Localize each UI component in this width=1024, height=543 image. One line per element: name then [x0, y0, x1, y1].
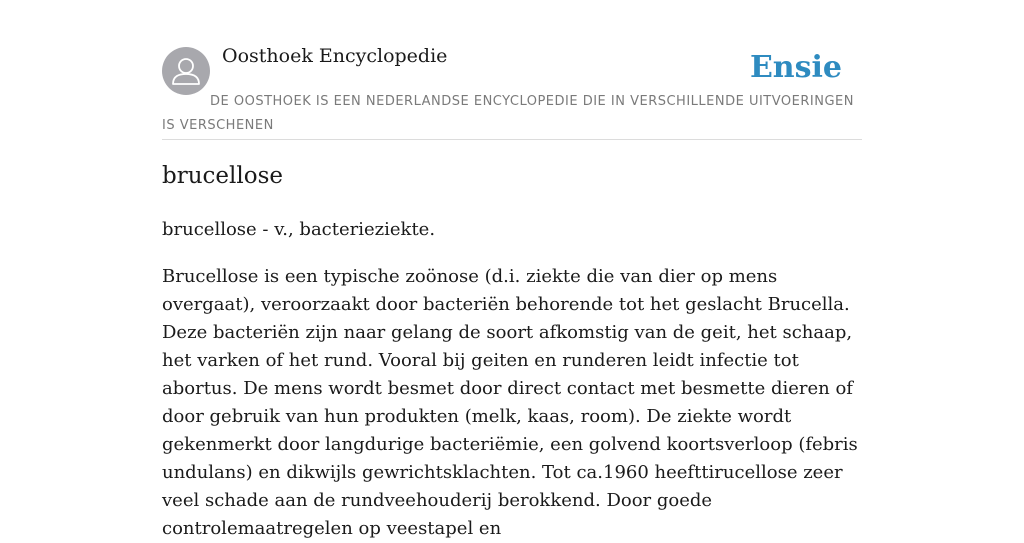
article-lead: brucellose - v., bacterieziekte. [162, 219, 436, 240]
site-name[interactable]: Oosthoek Encyclopedie [222, 45, 448, 67]
article-title: brucellose [162, 163, 283, 189]
brand-logo[interactable]: Ensie [749, 50, 842, 85]
header-divider [162, 139, 862, 140]
article-body: Brucellose is een typische zoönose (d.i. ziekte die van dier op mens overgaat), veroorzaakt door bacteriën behorende tot het geslacht Brucella. Deze bacteriën zijn naar gelang de soort afkomstig van de geit, het schaap, het varken of het rund. Vooral bij geiten en runderen leidt infectie tot abortus. De mens wordt besmet door direct contact met besmette dieren of door gebruik van hun produkten (melk, kaas, room). De ziekte wordt gekenmerkt door langdurige bacteriëmie, een golvend koortsverloop (febris undulans) en dikwijls gewrichtsklachten. Tot ca.1960 heefttirucellose zeer veel schade aan de rundveehouderij berokkend. Door goede controlemaatregelen op veestapel en [162, 266, 858, 539]
site-tagline: DE OOSTHOEK IS EEN NEDERLANDSE ENCYCLOPEDIE DIE IN VERSCHILLENDE UITVOERINGEN IS VERSCHENEN [162, 94, 854, 133]
user-avatar-icon[interactable] [162, 47, 210, 95]
